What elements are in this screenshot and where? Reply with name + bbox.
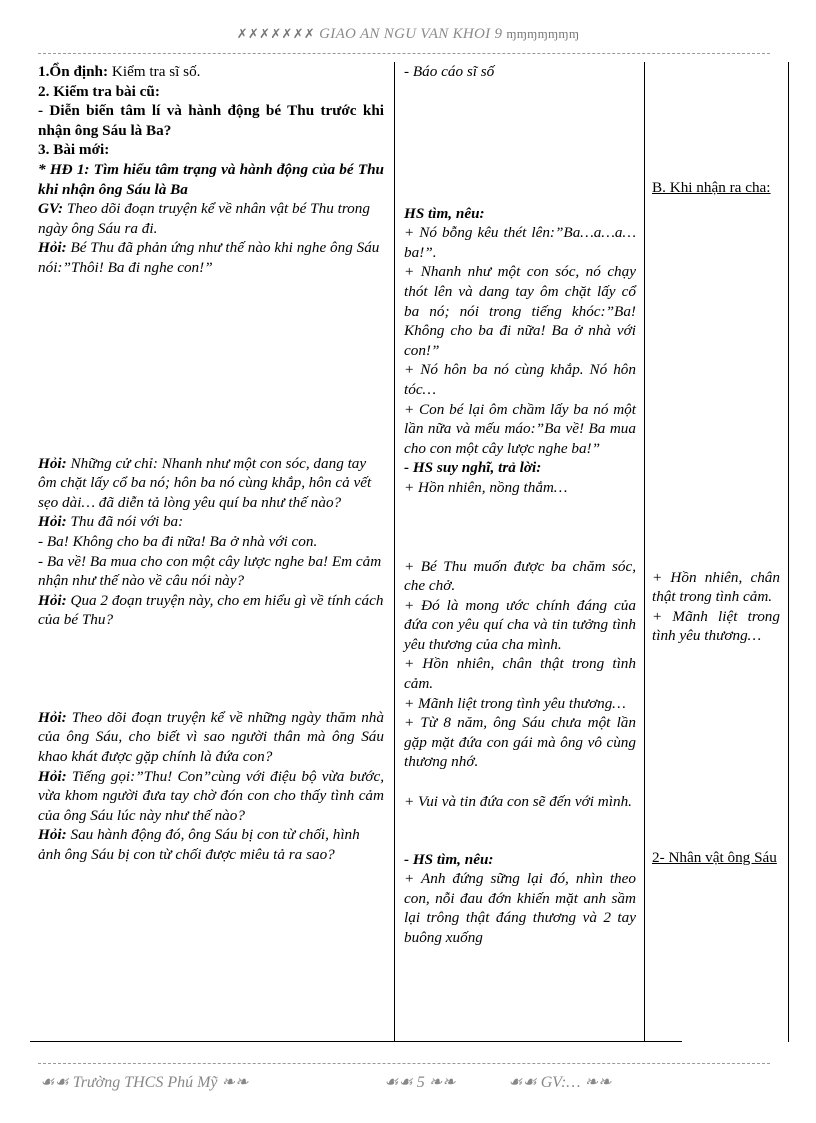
answer-paragraph (404, 694, 636, 714)
text-run: + Hồn nhiên, chân thật trong tình cảm. (652, 568, 780, 606)
footer-ornament: ❧❧ (584, 1074, 612, 1091)
text-run: 3. Bài mới: (38, 141, 110, 159)
page-header (0, 26, 816, 43)
table-divider-1 (394, 62, 395, 1042)
table-divider-2 (644, 62, 645, 1042)
text-run: Thu đã nói với ba: (66, 513, 184, 531)
text-run: 2. Kiểm tra bài cũ: (38, 82, 160, 100)
text-run: - Ba về! Ba mua cho con một cây lược nghe ba! Em cảm nhận như thế nào về câu nói này? (38, 552, 382, 590)
page-number: 5 (416, 1074, 425, 1091)
text-run: + Anh đứng sững lại đó, nhìn theo con, nỗi đau đớn khiến mặt anh sầm lại trông thật đáng thương và 2 tay buông xuống (404, 870, 636, 946)
question-paragraph (38, 160, 384, 199)
text-run: Tiếng gọi:”Thu! Con”cùng với điệu bộ vừa bước, vừa khom người đưa tay chờ đón con cho thấy tình cảm của ông Sáu lúc này như thế nào? (38, 767, 384, 824)
text-run: GV: (38, 200, 64, 218)
text-run: + Hồn nhiên, chân thật trong tình cảm. (404, 655, 636, 693)
question-paragraph (38, 199, 384, 238)
text-run: + Bé Thu muốn được ba chăm sóc, che chở. (404, 557, 636, 595)
teacher-activities-column (38, 62, 384, 865)
table-border-right (788, 62, 789, 1042)
text-run: Qua 2 đoạn truyện này, cho em hiểu gì về tính cách của bé Thu? (38, 591, 384, 629)
text-run: Hỏi: (38, 767, 67, 785)
question-paragraph (38, 454, 384, 513)
text-run: * HĐ 1: Tìm hiểu tâm trạng và hành động của bé Thu khi nhận ông Sáu là Ba (38, 160, 384, 198)
footer-rule (38, 1063, 770, 1064)
section-note (652, 848, 780, 868)
text-run: Những cử chỉ: Nhanh như một con sóc, dang tay ôm chặt lấy cổ ba nó; hôn ba nó cùng khắp, hôn cả vết sẹo dài… đã diễn tả lòng yêu quí ba như thế nào? (38, 454, 372, 511)
text-run: 2- Nhân vật ông Sáu (652, 848, 777, 866)
question-paragraph (38, 512, 384, 532)
text-run: Bé Thu đã phản ứng như thế nào khi nghe ông Sáu nói:”Thôi! Ba đi nghe con!” (38, 239, 380, 276)
text-run: - Diễn biến tâm lí và hành động bé Thu trước khi nhận ông Sáu là Ba? (38, 102, 384, 139)
header-ornament-left: ✗✗✗✗✗✗✗ (236, 26, 316, 41)
answer-paragraph (404, 869, 636, 947)
text-run: + Từ 8 năm, ông Sáu chưa một lần gặp mặt đứa con gái mà ông vô cùng thương nhớ. (404, 714, 636, 771)
footer-ornament: ❧❧ (221, 1074, 249, 1091)
text-run: + Nó bỗng kêu thét lên:”Ba…a…a…ba!”. (404, 224, 636, 261)
text-run: Hỏi: (38, 454, 67, 472)
answer-paragraph (404, 792, 636, 812)
header-ornament-right: ɱɱɱɱɱɱɱ (506, 26, 580, 41)
footer-page (384, 1072, 456, 1092)
footer-teacher (508, 1072, 611, 1092)
content-column (652, 62, 780, 868)
question-paragraph (38, 82, 384, 102)
answer-paragraph (404, 478, 636, 498)
question-paragraph (38, 238, 384, 277)
text-run: + Con bé lại ôm chầm lấy ba nó một lần nữa và mếu máo:”Ba về! Ba mua cho con một cây lược nghe ba!” (404, 400, 636, 457)
text-run: HS tìm, nêu: (404, 204, 485, 222)
question-paragraph (38, 767, 384, 826)
text-run: Hỏi: (38, 591, 67, 609)
text-run: - HS suy nghĩ, trả lời: (404, 459, 542, 477)
school-name: Trường THCS Phú Mỹ (72, 1074, 218, 1091)
question-paragraph (38, 532, 384, 552)
footer-school (40, 1072, 248, 1092)
text-run: Sau hành động đó, ông Sáu bị con từ chối, hình ảnh ông Sáu bị con từ chối được miêu tả ra sao? (38, 826, 360, 864)
text-run: Hỏi: (38, 826, 67, 844)
footer-ornament: ❧❧ (428, 1074, 456, 1091)
answer-paragraph (404, 557, 636, 596)
question-paragraph (38, 62, 384, 82)
answer-paragraph (404, 400, 636, 459)
question-paragraph (38, 140, 384, 160)
text-run: + Mãnh liệt trong tình yêu thương… (404, 694, 626, 712)
footer-ornament: ☙☙ (384, 1074, 413, 1091)
student-activities-column (404, 62, 636, 948)
text-run: + Mãnh liệt trong tình yêu thương… (652, 607, 780, 645)
text-run: + Hồn nhiên, nồng thắm… (404, 478, 568, 496)
text-run: - Báo cáo sĩ số (404, 63, 495, 80)
text-run: Kiểm tra sĩ số. (108, 63, 201, 80)
text-run: Hỏi: (38, 513, 67, 531)
text-run: Theo dõi đoạn truyện kể về nhân vật bé Thu trong ngày ông Sáu ra đi. (38, 200, 370, 237)
text-run: Hỏi: (38, 708, 67, 726)
answer-paragraph (404, 654, 636, 693)
text-run: - Ba! Không cho ba đi nữa! Ba ở nhà với con. (38, 532, 318, 550)
question-paragraph (38, 708, 384, 767)
teacher-name: GV:… (540, 1074, 581, 1091)
answer-paragraph (404, 262, 636, 360)
text-run: 1.Ổn định: (38, 63, 109, 80)
text-run: - HS tìm, nêu: (404, 850, 494, 868)
section-note (652, 178, 780, 198)
header-rule (38, 53, 770, 54)
text-run: B. Khi nhận ra cha: (652, 179, 771, 196)
header-title: GIAO AN NGU VAN KHOI 9 (319, 26, 503, 42)
answer-paragraph (404, 713, 636, 772)
question-paragraph (38, 591, 384, 630)
question-paragraph (38, 552, 384, 591)
page-footer (0, 1072, 816, 1096)
text-run: + Đó là mong ước chính đáng của đứa con yêu quí cha và tin tưởng tình yêu thương của cha mình. (404, 596, 636, 653)
footer-ornament: ☙☙ (508, 1074, 537, 1091)
question-paragraph (38, 825, 384, 864)
table-bottom-border (30, 1041, 682, 1042)
answer-paragraph (404, 223, 636, 262)
section-note (652, 607, 780, 646)
answer-paragraph (404, 458, 636, 478)
footer-ornament: ☙☙ (40, 1074, 69, 1091)
text-run: + Nhanh như một con sóc, nó chạy thót lên và dang tay ôm chặt lấy cổ ba nó; nói trong tiếng khóc:”Ba! Không cho ba đi nữa! Ba ở nhà với con!” (404, 263, 636, 359)
text-run: Hỏi: (38, 239, 67, 257)
text-run: Theo dõi đoạn truyện kể về những ngày thăm nhà của ông Sáu, cho biết vì sao người thân mà ông Sáu khao khát được gặp chính là đứa con? (38, 708, 384, 766)
answer-paragraph (404, 850, 636, 870)
answer-paragraph (404, 62, 636, 82)
section-note (652, 568, 780, 607)
answer-paragraph (404, 596, 636, 655)
answer-paragraph (404, 360, 636, 399)
answer-paragraph (404, 204, 636, 224)
text-run: + Vui và tin đứa con sẽ đến với mình. (404, 793, 632, 811)
text-run: + Nó hôn ba nó cùng khắp. Nó hôn tóc… (404, 361, 636, 398)
question-paragraph (38, 101, 384, 140)
